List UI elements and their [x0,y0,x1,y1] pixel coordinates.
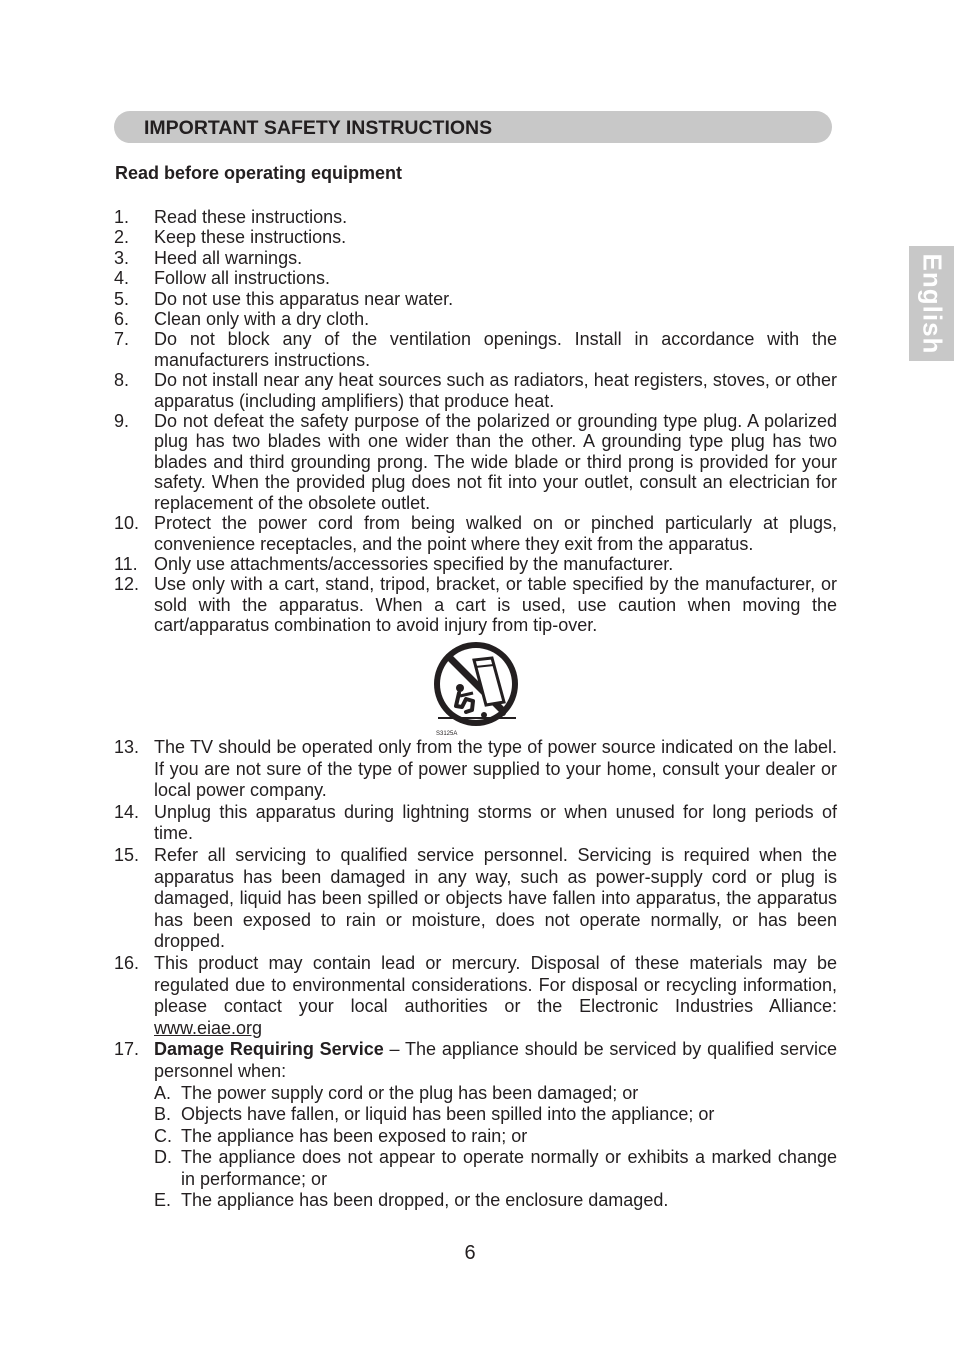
list-item [114,289,837,309]
list-item [114,845,837,953]
item-number: 9. [114,411,130,432]
item-number: 12. [114,574,140,595]
section-header-bar [114,111,832,143]
sub-item-text: The power supply cord or the plug has been damaged; or [181,1082,639,1103]
item-text: Use only with a cart, stand, tripod, bracket, or table specified by the manufacturer, or sold with the apparatus. When a cart is used, use caution when moving the cart/apparatus combination to avoid injury from tip-over. [154,574,837,636]
sub-item [154,1190,837,1212]
item-number: 16. [114,952,140,973]
item-text-body: – The appliance should be serviced by qualified service personnel when: [154,1039,837,1081]
sub-item-letter: D. [154,1147,172,1168]
sub-item-letter: B. [154,1104,172,1125]
list-item [114,207,837,227]
item-text: Read these instructions. [154,207,348,227]
item-text: Keep these instructions. [154,227,347,248]
item-text: Heed all warnings. [154,247,303,268]
item-number: 13. [114,737,140,757]
cart-tip-over-warning-icon [426,638,526,740]
item-number: 7. [114,329,130,350]
item-bold-lead: Damage Requiring Service [154,1039,384,1060]
item-number: 3. [114,247,130,268]
item-text: Do not block any of the ventilation openings. Install in accordance with the manufacturers instructions. [154,329,837,370]
item-text [154,953,837,1039]
item-number: 17. [114,1039,140,1060]
list-item [114,737,837,802]
list-item [114,329,837,370]
item-text-body: This product may contain lead or mercury. Disposal of these materials may be regulated due to environmental considerations. For disposal or recycling information, please contact your local authorities or the Electronic Industries Alliance: [154,952,837,1017]
item-number: 5. [114,288,130,309]
item-text: Unplug this apparatus during lightning storms or when unused for long periods of time. [154,801,837,844]
sub-item-text: The appliance has been dropped, or the enclosure damaged. [181,1190,669,1211]
sub-item-text: Objects have fallen, or liquid has been spilled into the appliance; or [181,1104,715,1125]
sub-item [154,1147,837,1190]
list-item [114,411,837,513]
item-number: 14. [114,801,140,822]
list-item [114,1039,837,1212]
list-item [114,554,837,574]
language-tab [909,246,954,361]
item-text: Only use attachments/accessories specified by the manufacturer. [154,553,674,574]
language-tab-label: English [917,253,947,354]
list-item [114,802,837,845]
item-text: Do not defeat the safety purpose of the polarized or grounding type plug. A polarized plug has two blades with one wider than the other. A grounding type plug has two blades and third grounding prong. The wide blade or third prong is provided for your safety. When the provided plug does not fit into your outlet, consult an electrician for replacement of the obsolete outlet. [154,411,837,513]
page-number: 6 [464,1242,476,1264]
item-text: Do not use this apparatus near water. [154,288,454,309]
sub-item-letter: E. [154,1190,172,1211]
list-item [114,227,837,247]
sub-item-text: The appliance has been exposed to rain; or [181,1125,528,1146]
item-number: 2. [114,227,130,248]
list-item [114,268,837,288]
list-item [114,574,837,635]
item-text: Do not install near any heat sources such as radiators, heat registers, stoves, or other apparatus (including amplifiers) that produce heat. [154,370,837,411]
item-text: The TV should be operated only from the type of power source indicated on the label. If you are not sure of the type of power supplied to your home, consult your dealer or local power company. [154,737,837,801]
list-item [114,309,837,329]
page-title: IMPORTANT SAFETY INSTRUCTIONS [144,117,493,139]
item-number: 1. [114,207,130,227]
item-text [154,1039,837,1082]
sub-item [154,1104,837,1126]
item-number: 15. [114,844,140,865]
symbol-caption: S3125A [436,731,458,737]
sub-item-letter: C. [154,1125,172,1146]
item-number: 8. [114,370,130,391]
subtitle: Read before operating equipment [115,163,403,183]
list-item [114,248,837,268]
eiae-link[interactable]: www.eiae.org [154,1017,263,1038]
item-text: Refer all servicing to qualified service personnel. Servicing is required when the apparatus has been damaged in any way, such as power-supply cord or plug is damaged, liquid has been spilled or objects have fallen into apparatus, the apparatus has been exposed to rain or moisture, does not operate normally, or has been dropped. [154,844,837,952]
list-item [114,953,837,1039]
sub-item [154,1126,837,1148]
item-number: 6. [114,309,130,330]
list-item [114,370,837,411]
item-number: 4. [114,268,130,289]
sub-item-text: The appliance does not appear to operate normally or exhibits a marked change in performance; or [181,1147,837,1189]
sub-item-letter: A. [154,1082,172,1103]
sub-item [154,1083,837,1105]
item-text: Clean only with a dry cloth. [154,309,370,330]
item-body [154,1039,837,1212]
list-item [114,513,837,554]
item-number: 10. [114,513,140,534]
item-text: Follow all instructions. [154,268,331,289]
instruction-list [114,207,837,636]
item-number: 11. [114,553,138,574]
item-text: Protect the power cord from being walked on or pinched particularly at plugs, convenience receptacles, and the point where they exit from the apparatus. [154,513,837,554]
instruction-list-continued [114,737,837,1212]
